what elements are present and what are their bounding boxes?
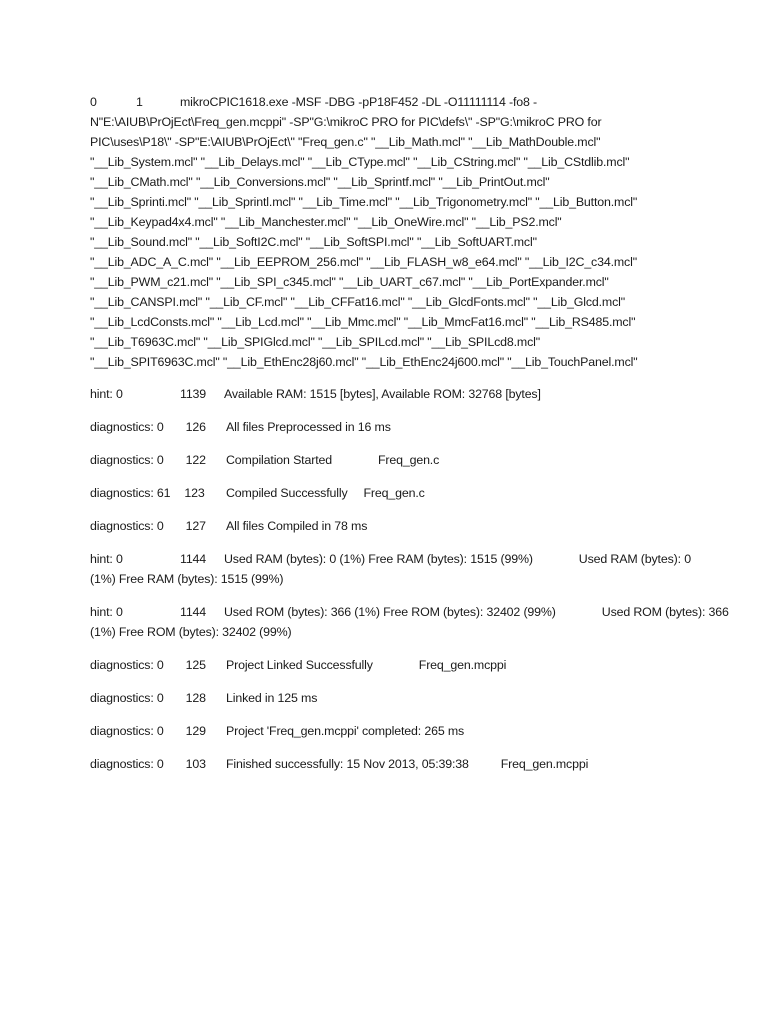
message-code: 1144 [180,552,207,566]
message-repeat: Used ROM (bytes): 366 [601,605,729,619]
message-type-code [90,754,226,774]
command-line: PIC\uses\P18\" -SP"E:\AIUB\PrOjEct\" "Freq_gen.c" "__Lib_Math.mcl" "__Lib_MathDouble.mcl" [90,135,601,149]
message-code: 103 [185,757,206,771]
message-type: diagnostics: 0 [90,691,164,705]
command-line: "__Lib_PWM_c21.mcl" "__Lib_SPI_c345.mcl" "__Lib_UART_c67.mcl" "__Lib_PortExpander.mcl" [90,275,609,289]
message-file: Freq_gen.mcppi [500,757,589,771]
log-message [90,754,690,774]
message-code: 122 [185,453,206,467]
message-code: 123 [184,486,205,500]
message-type-code [90,655,226,675]
message-type: diagnostics: 0 [90,658,164,672]
message-repeat-continued: (1%) Free ROM (bytes): 32402 (99%) [90,625,292,639]
message-file: Freq_gen.mcppi [418,658,507,672]
log-message [90,655,690,675]
message-text: Compilation Started [226,453,332,467]
log-message [90,417,690,437]
command-line: "__Lib_Sound.mcl" "__Lib_SoftI2C.mcl" "__Lib_SoftSPI.mcl" "__Lib_SoftUART.mcl" [90,235,537,249]
command-first-line [90,92,690,112]
log-message [90,516,690,536]
command-count: 1 [136,95,143,109]
message-type: diagnostics: 61 [90,486,171,500]
message-type-code [90,721,226,741]
command-index: 0 [90,95,97,109]
message-text: Used RAM (bytes): 0 (1%) Free RAM (bytes): 1515 (99%) [224,552,533,566]
message-type: diagnostics: 0 [90,453,164,467]
message-type: hint: 0 [90,552,123,566]
message-text: Finished successfully: 15 Nov 2013, 05:39:38 [226,757,469,771]
command-line: "__Lib_Keypad4x4.mcl" "__Lib_Manchester.mcl" "__Lib_OneWire.mcl" "__Lib_PS2.mcl" [90,215,562,229]
message-type: diagnostics: 0 [90,757,164,771]
message-type-code [90,688,226,708]
message-text: Used ROM (bytes): 366 (1%) Free ROM (bytes): 32402 (99%) [224,605,556,619]
message-type: diagnostics: 0 [90,724,164,738]
message-text: All files Compiled in 78 ms [226,519,368,533]
log-message [90,721,690,741]
message-type-code [90,450,226,470]
command-line: "__Lib_CMath.mcl" "__Lib_Conversions.mcl" "__Lib_Sprintf.mcl" "__Lib_PrintOut.mcl" [90,175,550,189]
log-message [90,688,690,708]
message-code: 1144 [180,605,207,619]
log-message [90,450,690,470]
command-line: "__Lib_ADC_A_C.mcl" "__Lib_EEPROM_256.mcl" "__Lib_FLASH_w8_e64.mcl" "__Lib_I2C_c34.mcl" [90,255,637,269]
command-text: mikroCPIC1618.exe -MSF -DBG -pP18F452 -DL -O11111114 -fo8 - [180,95,538,109]
log-message [90,483,690,503]
message-code: 1139 [180,387,207,401]
log-message [90,602,729,642]
message-file: Freq_gen.c [377,453,440,467]
command-line: "__Lib_CANSPI.mcl" "__Lib_CF.mcl" "__Lib_CFFat16.mcl" "__Lib_GlcdFonts.mcl" "__Lib_Glcd.mcl" [90,295,625,309]
command-line: "__Lib_LcdConsts.mcl" "__Lib_Lcd.mcl" "__Lib_Mmc.mcl" "__Lib_MmcFat16.mcl" "__Lib_RS485.mcl" [90,315,636,329]
message-text: Project 'Freq_gen.mcppi' completed: 265 ms [226,724,465,738]
message-code: 128 [185,691,206,705]
log-message [90,384,690,404]
message-repeat-continued: (1%) Free RAM (bytes): 1515 (99%) [90,572,284,586]
message-code: 127 [185,519,206,533]
message-file: Freq_gen.c [363,486,425,500]
message-repeat: Used RAM (bytes): 0 [578,552,691,566]
message-type-code [90,483,226,503]
message-code: 129 [185,724,206,738]
command-line-block [90,92,690,372]
message-code: 125 [185,658,206,672]
message-type: hint: 0 [90,605,123,619]
message-text: Project Linked Successfully [226,658,373,672]
message-text: Compiled Successfully [226,486,348,500]
command-line: "__Lib_SPIT6963C.mcl" "__Lib_EthEnc28j60.mcl" "__Lib_EthEnc24j600.mcl" "__Lib_TouchPanel.mcl" [90,355,638,369]
message-text: Linked in 125 ms [226,691,318,705]
log-message [90,549,690,589]
command-line: N"E:\AIUB\PrOjEct\Freq_gen.mcppi" -SP"G:\mikroC PRO for PIC\defs\" -SP"G:\mikroC PRO for [90,115,602,129]
message-code: 126 [185,420,206,434]
message-type: diagnostics: 0 [90,519,164,533]
message-type: diagnostics: 0 [90,420,164,434]
command-line: "__Lib_Sprinti.mcl" "__Lib_Sprintl.mcl" "__Lib_Time.mcl" "__Lib_Trigonometry.mcl" "__Lib_Button.mcl" [90,195,638,209]
message-type: hint: 0 [90,387,123,401]
message-text: All files Preprocessed in 16 ms [226,420,391,434]
message-type-code [90,516,226,536]
message-type-code [90,417,226,437]
command-line: "__Lib_System.mcl" "__Lib_Delays.mcl" "__Lib_CType.mcl" "__Lib_CString.mcl" "__Lib_CStdlib.mcl" [90,155,630,169]
compiler-log [90,92,729,787]
command-line: "__Lib_T6963C.mcl" "__Lib_SPIGlcd.mcl" "__Lib_SPILcd.mcl" "__Lib_SPILcd8.mcl" [90,335,540,349]
message-text: Available RAM: 1515 [bytes], Available ROM: 32768 [bytes] [224,387,541,401]
